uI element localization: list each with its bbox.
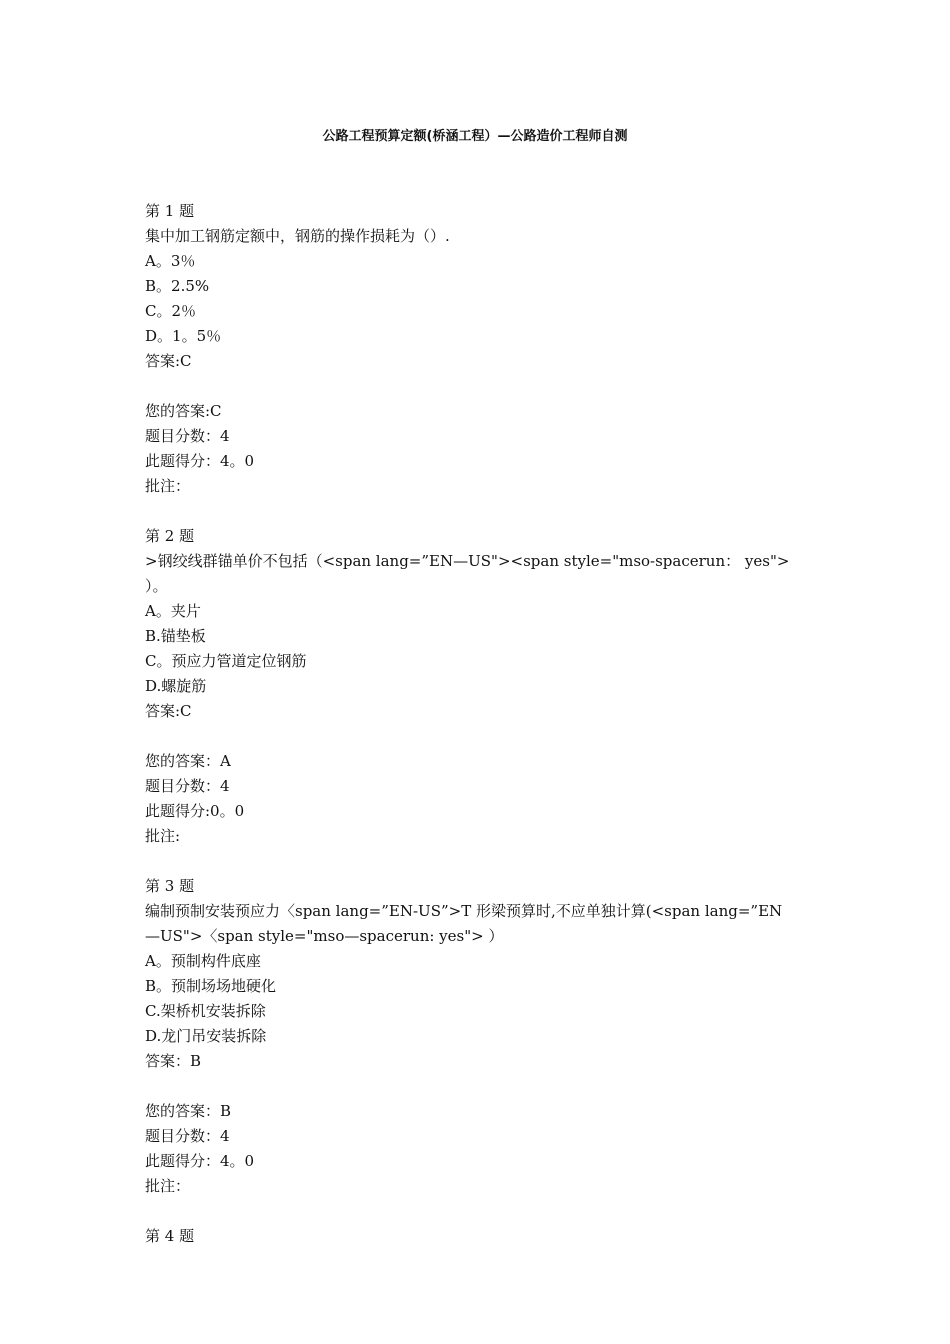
correct-answer: 答案:C — [145, 352, 192, 370]
question-got-score: 此题得分:0。0 — [145, 802, 245, 820]
correct-answer: 答案:C — [145, 702, 192, 720]
document-title: 公路工程预算定额(桥涵工程）—公路造价工程师自测 — [322, 129, 628, 144]
question-heading: 第 2 题 — [145, 527, 195, 545]
question-stem: >钢绞线群锚单价不包括（<span lang=”EN—US"><span style="mso-spacerun： yes"> ）。 — [145, 552, 795, 595]
question-block-1 — [145, 199, 810, 524]
option-d: D。1。5％ — [145, 327, 222, 345]
question-note: 批注： — [145, 477, 191, 495]
spacer — [145, 1199, 810, 1224]
question-block-2 — [145, 524, 810, 874]
your-answer: 您的答案:C — [145, 402, 222, 420]
question-heading: 第 3 题 — [145, 877, 195, 895]
option-c: C。2％ — [145, 302, 197, 320]
question-note: 批注: — [145, 827, 181, 845]
option-b: B。2.5% — [145, 277, 210, 295]
question-got-score: 此题得分：4。0 — [145, 452, 255, 470]
correct-answer: 答案：B — [145, 1052, 202, 1070]
spacer — [145, 499, 810, 524]
spacer — [145, 849, 810, 874]
option-a: A。3％ — [145, 252, 196, 270]
option-c: C。预应力管道定位钢筋 — [145, 652, 307, 670]
question-heading: 第 1 题 — [145, 202, 195, 220]
question-score: 题目分数：4 — [145, 777, 230, 795]
document-body — [145, 199, 810, 1249]
option-a: A。预制构件底座 — [145, 952, 261, 970]
question-score: 题目分数：4 — [145, 427, 230, 445]
option-c: C.架桥机安装拆除 — [145, 1002, 266, 1020]
question-score: 题目分数：4 — [145, 1127, 230, 1145]
your-answer: 您的答案：B — [145, 1102, 232, 1120]
question-block-3 — [145, 874, 810, 1224]
question-heading-4: 第 4 题 — [145, 1227, 195, 1245]
spacer — [145, 374, 810, 399]
option-d: D.螺旋筋 — [145, 677, 207, 695]
your-answer: 您的答案：A — [145, 752, 231, 770]
option-a: A。夹片 — [145, 602, 201, 620]
spacer — [145, 724, 810, 749]
option-b: B.锚垫板 — [145, 627, 206, 645]
option-d: D.龙门吊安装拆除 — [145, 1027, 267, 1045]
spacer — [145, 1074, 810, 1099]
question-note: 批注： — [145, 1177, 191, 1195]
option-b: B。预制场场地硬化 — [145, 977, 277, 995]
question-stem: 集中加工钢筋定额中，钢筋的操作损耗为（）. — [145, 227, 450, 245]
question-got-score: 此题得分：4。0 — [145, 1152, 255, 1170]
question-stem-continued: —US">〈span style="mso—spacerun: yes"> ） — [145, 927, 504, 945]
question-stem: 编制预制安装预应力〈span lang=”EN-US”>T 形梁预算时,不应单独计算(<span lang=”EN — [145, 902, 783, 920]
